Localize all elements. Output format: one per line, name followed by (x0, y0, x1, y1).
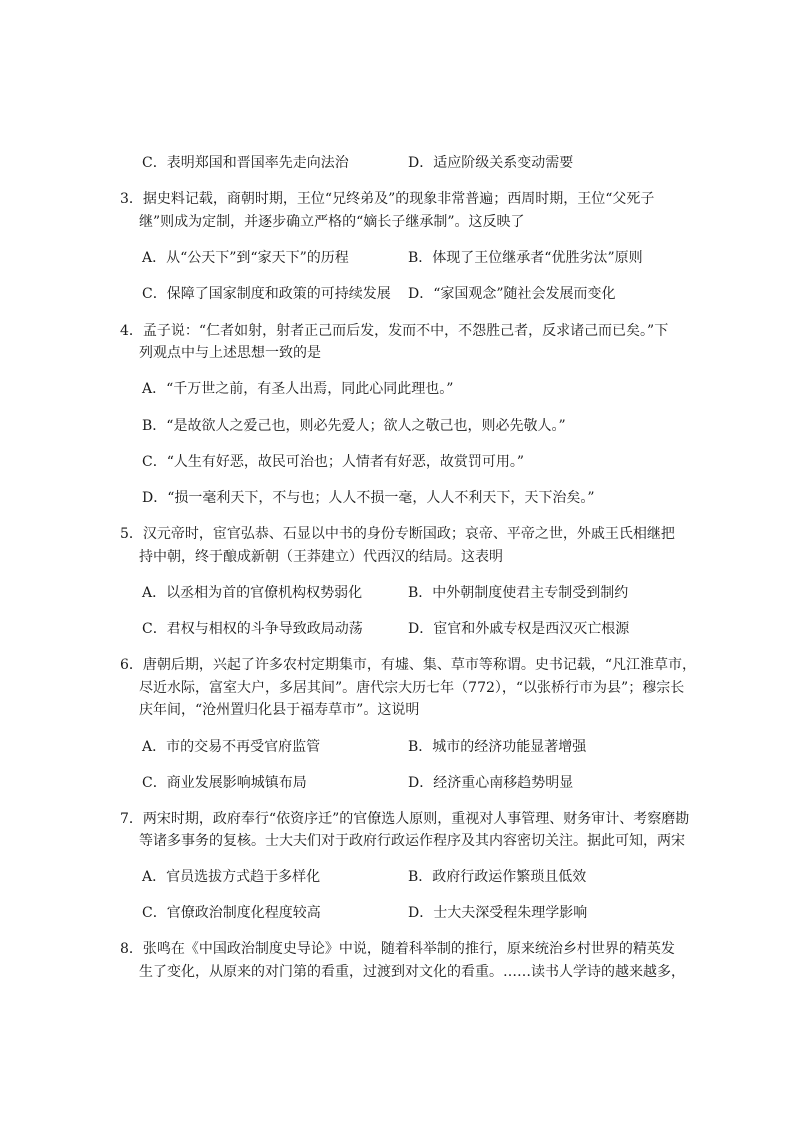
q3-option-a: A．从“公天下”到“家天下”的历程 (142, 250, 349, 266)
q4-option-d: D．“损一毫利天下，不与也；人人不损一毫，人人不利天下，天下治矣。” (142, 490, 595, 506)
q5-stem-line2: 持中朝，终于酿成新朝（王莽建立）代西汉的结局。这表明 (139, 549, 503, 565)
q4-option-b: B．“是故欲人之爱己也，则必先爱人；欲人之敬己也，则必先敬人。” (142, 418, 566, 434)
q7-option-d: D．士大夫深受程朱理学影响 (408, 905, 588, 921)
q5-option-b: B．中外朝制度使君主专制受到制约 (408, 585, 629, 601)
q5-option-d: D．宦官和外戚专权是西汉灭亡根源 (408, 621, 630, 637)
q3-option-b: B．体现了王位继承者“优胜劣汰”原则 (408, 250, 643, 266)
q7-stem-line2: 等诸多事务的复核。士大夫们对于政府行政运作程序及其内容密切关注。据此可知，两宋 (139, 833, 685, 849)
q6-stem-line3: 庆年间，“沧州置归化县于福寿草市”。这说明 (139, 702, 420, 718)
q3-option-c: C．保障了国家制度和政策的可持续发展 (142, 286, 391, 302)
q3-option-d: D．“家国观念”随社会发展而变化 (408, 286, 616, 302)
q4-stem-line1: 4．孟子说：“仁者如射，射者正己而后发，发而不中，不怨胜己者，反求诸己而已矣。”下 (120, 323, 669, 339)
q7-stem-line1: 7．两宋时期，政府奉行“依资序迁”的官僚选人原则，重视对人事管理、财务审计、考察磨勘 (120, 811, 690, 827)
q3-stem-line2: 继”则成为定制，并逐步确立严格的“嫡长子继承制”。这反映了 (139, 214, 525, 230)
q2-option-d: D．适应阶级关系变动需要 (408, 155, 574, 171)
q5-stem-line1: 5．汉元帝时，宦官弘恭、石显以中书的身份专断国政；哀帝、平帝之世，外戚王氏相继把 (120, 526, 675, 542)
q6-option-d: D．经济重心南移趋势明显 (408, 775, 574, 791)
q5-option-c: C．君权与相权的斗争导致政局动荡 (142, 621, 363, 637)
q5-option-a: A．以丞相为首的官僚机构权势弱化 (142, 585, 363, 601)
q6-option-b: B．城市的经济功能显著增强 (408, 739, 587, 755)
q4-stem-line2: 列观点中与上述思想一致的是 (139, 345, 321, 361)
q7-option-c: C．官僚政治制度化程度较高 (142, 905, 321, 921)
q6-option-a: A．市的交易不再受官府监管 (142, 739, 321, 755)
q8-stem-line2: 生了变化，从原来的对门第的看重，过渡到对文化的看重。……读书人学诗的越来越多， (139, 964, 685, 980)
q6-stem-line2: 尽近水际，富室大户，多居其间”。唐代宗大历七年（772），“以张桥行市为县”；穆宗长 (139, 680, 685, 696)
q8-stem-line1: 8．张鸣在《中国政治制度史导论》中说，随着科举制的推行，原来统治乡村世界的精英发 (120, 941, 675, 957)
q6-option-c: C．商业发展影响城镇布局 (142, 775, 307, 791)
q2-option-c: C．表明郑国和晋国率先走向法治 (142, 155, 349, 171)
q6-stem-line1: 6．唐朝后期，兴起了许多农村定期集市，有墟、集、草市等称谓。史书记载，“凡江淮草市， (120, 657, 697, 673)
q4-option-c: C．“人生有好恶，故民可治也；人情者有好恶，故赏罚可用。” (142, 454, 525, 470)
q7-option-a: A．官员选拔方式趋于多样化 (142, 869, 321, 885)
q3-stem-line1: 3．据史料记载，商朝时期，王位“兄终弟及”的现象非常普遍；西周时期，王位“父死子 (120, 191, 655, 207)
q7-option-b: B．政府行政运作繁琐且低效 (408, 869, 587, 885)
q4-option-a: A．“千万世之前，有圣人出焉，同此心同此理也。” (142, 381, 454, 397)
